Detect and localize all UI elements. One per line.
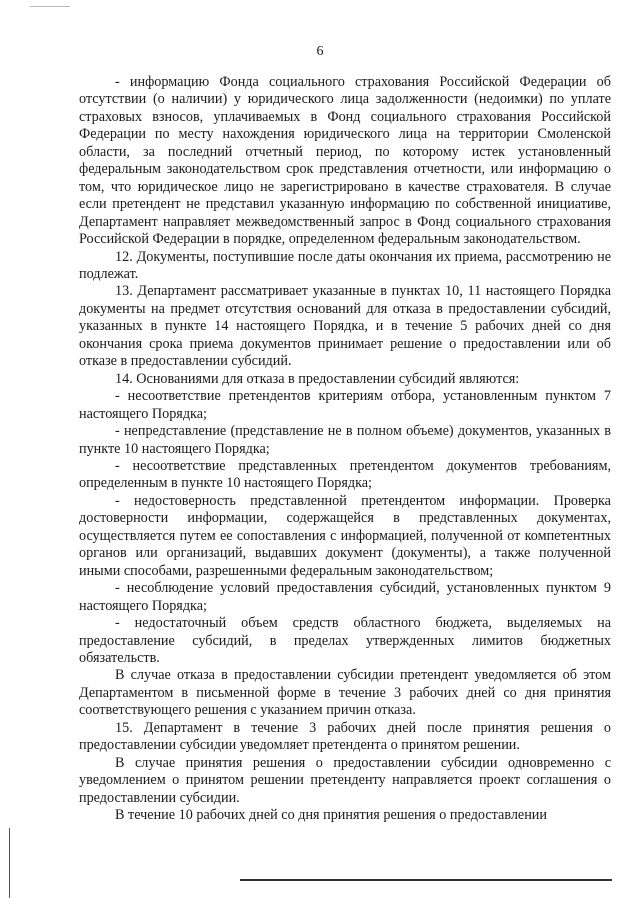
paragraph-10-days: В течение 10 рабочих дней со дня принятия решения о предоставлении bbox=[115, 807, 547, 824]
page-number: 6 bbox=[316, 44, 324, 59]
paragraph-15: 15. Департамент в течение 3 рабочих дней после принятия решения о предоставлении субсидии уведомляет претендента о принятом решении. bbox=[79, 719, 611, 754]
paragraph-12: 12. Документы, поступившие после даты окончания их приема, рассмотрению не подлежат. bbox=[79, 248, 611, 282]
scan-artifact-top bbox=[30, 6, 70, 7]
paragraph-agreement-draft: В случае принятия решения о предоставлении субсидии одновременно с уведомлением о принятом решении претенденту направляется проект соглашения о предоставлении субсидии. bbox=[79, 754, 611, 806]
scan-artifact-bottom-line bbox=[240, 879, 612, 881]
scan-artifact-left-line bbox=[9, 828, 10, 898]
list-item-documents-missing: - непредставление (представление не в полном объеме) документов, указанных в пункте 10 настоящего Порядка; bbox=[79, 423, 611, 457]
paragraph-13: 13. Департамент рассматривает указанные в пунктах 10, 11 настоящего Порядка документы на предмет отсутствия оснований для отказа в предоставлении субсидий, указанных в пункте 14 настоящего Порядка, и в течение 5 рабочих дней со дня окончания срока приема документов принимает решение о предоставлении или об отказе в предоставлении субсидий. bbox=[79, 283, 611, 370]
paragraph-fss-info: - информацию Фонда социального страхования Российской Федерации об отсутствии (о наличии) у юридического лица задолженности (недоимки) по уплате страховых взносов, уплачиваемых в Фонд социального страхования Российской Федерации по месту нахождения юридического лица на территории Смоленской области, за последний отчетный период, по которому истек установленный федеральным законодательством срок представления отчетности, или информацию о том, что юридическое лицо не зарегистрировано в качестве страхователя. В случае если претендент не представил указанную информацию по собственной инициативе, Департамент направляет межведомственный запрос в Фонд социального страхования Российской Федерации в порядке, определенном федеральным законодательством. bbox=[79, 74, 611, 248]
list-item-documents-mismatch: - несоответствие представленных претендентом документов требованиям, определенным в пункте 10 настоящего Порядка; bbox=[79, 457, 611, 492]
list-item-conditions: - несоблюдение условий предоставления субсидий, установленных пунктом 9 настоящего Порядка; bbox=[79, 580, 611, 614]
list-item-budget: - недостаточный объем средств областного бюджета, выделяемых на предоставление субсидий, в пределах утвержденных лимитов бюджетных обязательств. bbox=[79, 615, 611, 666]
list-item-criteria: - несоответствие претендентов критериям отбора, установленным пунктом 7 настоящего Порядка; bbox=[79, 388, 611, 422]
list-item-unreliable-info: - недостоверность представленной претендентом информации. Проверка достоверности информации, содержащейся в представленных документах, осуществляется путем ее сопоставления с информацией, полученной от компетентных органов или организаций, выдавших документ (документы), а также полученной иными способами, разрешенными федеральным законодательством; bbox=[79, 492, 611, 579]
document-body bbox=[79, 74, 611, 824]
paragraph-14: 14. Основаниями для отказа в предоставлении субсидий являются: bbox=[115, 370, 520, 387]
paragraph-refusal-notice: В случае отказа в предоставлении субсидии претендент уведомляется об этом Департаментом в письменной форме в течение 3 рабочих дней со дня принятия соответствующего решения с указанием причин отказа. bbox=[79, 667, 611, 719]
